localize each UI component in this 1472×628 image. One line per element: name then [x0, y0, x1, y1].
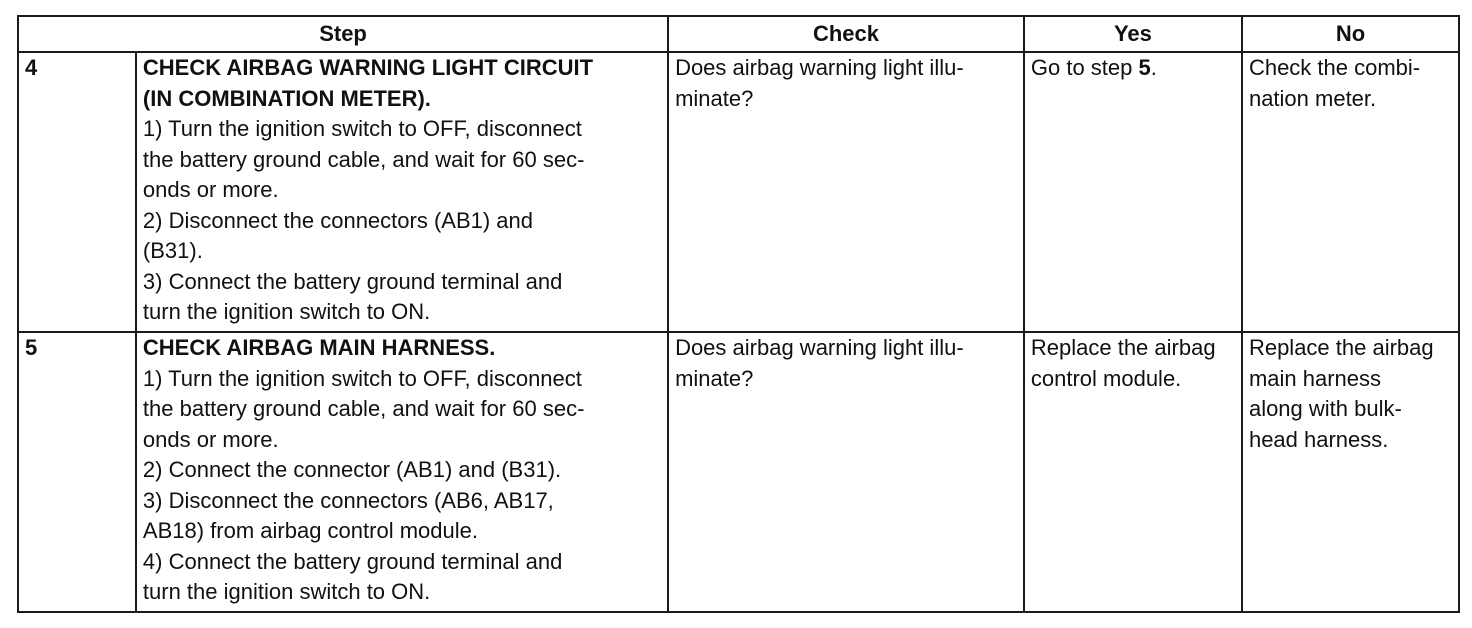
- header-step: Step: [18, 16, 668, 52]
- instruction-line: 1) Turn the ignition switch to OFF, disconnect: [142, 116, 582, 141]
- check-text: Does airbag warning light illu-: [675, 55, 964, 80]
- table-row: [18, 332, 1459, 612]
- step-title: CHECK AIRBAG MAIN HARNESS.: [142, 335, 496, 360]
- header-yes: Yes: [1024, 16, 1242, 52]
- check-cell: [668, 52, 1024, 332]
- no-cell: [1242, 332, 1459, 612]
- diagnostic-table: [17, 15, 1460, 613]
- instruction-line: turn the ignition switch to ON.: [142, 299, 431, 324]
- step-cell: [136, 52, 668, 332]
- step-number: 4: [18, 52, 136, 332]
- no-text: along with bulk-: [1248, 396, 1402, 421]
- instruction-line: 2) Disconnect the connectors (AB1) and: [142, 207, 533, 233]
- no-text: main harness: [1248, 365, 1382, 391]
- yes-text: Replace the airbag: [1030, 335, 1216, 360]
- instruction-line: the battery ground cable, and wait for 60 sec-: [142, 396, 585, 421]
- no-text: Check the combi-: [1248, 55, 1421, 80]
- header-row: [18, 16, 1459, 52]
- yes-step-ref: 5: [1138, 55, 1151, 80]
- instruction-line: the battery ground cable, and wait for 60 sec-: [142, 146, 585, 172]
- instruction-line: (B31).: [142, 238, 203, 263]
- yes-cell: [1024, 332, 1242, 612]
- no-text: Replace the airbag: [1248, 335, 1434, 360]
- yes-cell: [1024, 52, 1242, 332]
- yes-text-end: .: [1150, 55, 1157, 80]
- step-cell: [136, 332, 668, 612]
- no-text: nation meter.: [1248, 85, 1377, 111]
- instruction-line: 4) Connect the battery ground terminal and: [142, 548, 563, 574]
- step-title-cont: (IN COMBINATION METER).: [142, 85, 431, 111]
- check-text: Does airbag warning light illu-: [675, 335, 964, 360]
- instruction-line: onds or more.: [142, 177, 279, 202]
- header-check: Check: [668, 16, 1024, 52]
- instruction-line: onds or more.: [142, 426, 279, 452]
- instruction-line: turn the ignition switch to ON.: [142, 579, 431, 604]
- step-title: CHECK AIRBAG WARNING LIGHT CIRCUIT: [142, 55, 594, 80]
- yes-text: control module.: [1030, 365, 1182, 391]
- no-cell: [1242, 52, 1459, 332]
- check-text: minate?: [675, 85, 754, 111]
- check-cell: [668, 332, 1024, 612]
- header-no: No: [1242, 16, 1459, 52]
- check-text: minate?: [675, 365, 754, 391]
- no-text: head harness.: [1248, 426, 1389, 452]
- table-row: [18, 52, 1459, 332]
- instruction-line: 3) Disconnect the connectors (AB6, AB17,: [142, 487, 554, 513]
- instruction-line: 2) Connect the connector (AB1) and (B31).: [142, 457, 562, 482]
- instruction-line: AB18) from airbag control module.: [142, 518, 478, 543]
- yes-text: Go to step: [1030, 55, 1139, 80]
- instruction-line: 1) Turn the ignition switch to OFF, disconnect: [142, 365, 582, 391]
- step-number: 5: [18, 332, 136, 612]
- instruction-line: 3) Connect the battery ground terminal and: [142, 268, 563, 294]
